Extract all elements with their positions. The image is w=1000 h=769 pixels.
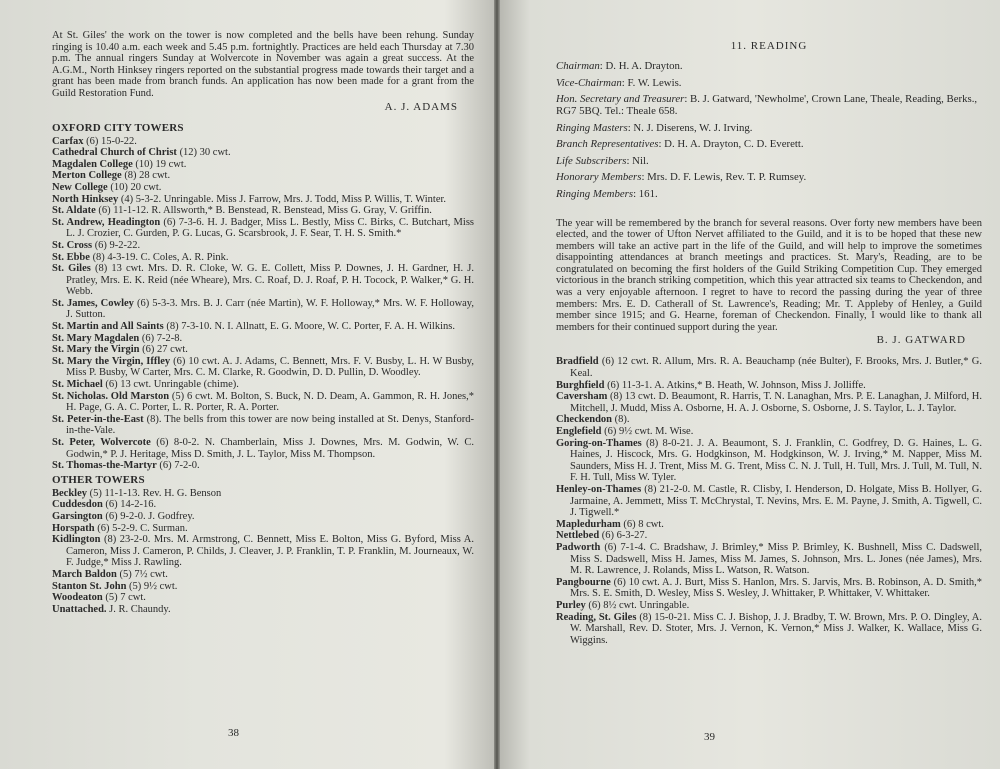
tower-details: (6) 11-1-12. R. Allsworth,* B. Benstead, R. Benstead, Miss G. Gray, V. Griffin. bbox=[95, 205, 432, 217]
tower-entry bbox=[52, 534, 474, 569]
tower-entry bbox=[52, 344, 474, 356]
branch-section-title: 11. READING bbox=[730, 40, 808, 52]
officer-line bbox=[556, 122, 982, 134]
tower-details: (10) 20 cwt. bbox=[107, 181, 162, 193]
tower-name: St. Andrew, Headington bbox=[52, 216, 161, 228]
tower-name: Bradfield bbox=[556, 356, 599, 368]
tower-entry bbox=[52, 499, 474, 511]
officer-role: Hon. Secretary and Treasurer bbox=[556, 93, 685, 105]
tower-details: (6) 9-2-22. bbox=[92, 239, 141, 251]
tower-name: Cuddesdon bbox=[52, 499, 103, 511]
officer-value: : Mrs. D. F. Lewis, Rev. T. P. Rumsey. bbox=[641, 171, 807, 183]
tower-entry bbox=[556, 380, 982, 392]
tower-name: Beckley bbox=[52, 487, 87, 499]
tower-name: St. Thomas-the-Martyr bbox=[52, 460, 157, 472]
other-towers-list bbox=[52, 488, 474, 616]
tower-name: Kidlington bbox=[52, 534, 101, 546]
tower-details: (6) 27 cwt. bbox=[139, 344, 188, 356]
tower-entry bbox=[556, 519, 982, 531]
tower-details: (6) 15-0-22. bbox=[83, 135, 137, 147]
officer-line bbox=[556, 155, 982, 167]
tower-entry bbox=[52, 604, 474, 616]
left-page bbox=[0, 0, 494, 769]
tower-name: Checkendon bbox=[556, 414, 613, 426]
tower-details: (6) 10 cwt. A. J. Burt, Miss S. Hanlon, Mrs. S. Jarvis, Mrs. B. Robinson, A. D. Smith,* Mrs. S. E. Smith, D. Wesley, Miss S. Wesley, J. Whittaker, P. Whittaker, V. Whittaker. bbox=[570, 576, 982, 600]
tower-entry bbox=[556, 577, 982, 600]
tower-name: New College bbox=[52, 181, 108, 193]
tower-entry bbox=[52, 205, 474, 217]
tower-details: (8) 28 cwt. bbox=[121, 170, 171, 182]
tower-name: Stanton St. John bbox=[52, 580, 127, 592]
officer-value: : 161. bbox=[633, 187, 658, 200]
tower-entry bbox=[52, 511, 474, 523]
tower-name: Goring-on-Thames bbox=[556, 437, 642, 449]
tower-name: Mapledurham bbox=[556, 518, 621, 530]
tower-details: (6) 7-2-0. bbox=[156, 460, 200, 472]
tower-name: Burghfield bbox=[556, 379, 605, 391]
tower-entry bbox=[52, 298, 474, 321]
tower-name: Merton College bbox=[52, 170, 122, 182]
tower-entry bbox=[556, 484, 982, 519]
officer-role: Chairman bbox=[556, 60, 600, 72]
city-towers-list bbox=[52, 136, 474, 472]
tower-name: Cathedral Church of Christ bbox=[52, 147, 177, 159]
officer-line bbox=[556, 188, 982, 200]
tower-details: (8) 13 cwt. Mrs. D. R. Cloke, W. G. E. Collett, Miss P. Downes, J. H. Gardner, H. J. Pratley, Mrs. E. K. Reid (née Wheare), Mrs. C. Roaf, D. J. Roaf, P. H. Tocock, P. Walker,* G. H. Webb. bbox=[66, 263, 474, 298]
tower-entry bbox=[52, 414, 474, 437]
right-page-number: 39 bbox=[704, 731, 715, 743]
tower-name: St. Mary Magdalen bbox=[52, 332, 140, 344]
tower-name: Purley bbox=[556, 599, 586, 611]
tower-name: St. Mary the Virgin, Iffley bbox=[52, 355, 171, 367]
tower-details: (6) 10 cwt. A. J. Adams, C. Bennett, Mrs. F. V. Busby, L. H. W Busby, Miss P. Busby, W Carter, Mrs. C. M. Clarke, R. Goodwin, D. D. Pullin, D. Woodley. bbox=[66, 355, 474, 379]
tower-details: (10) 19 cwt. bbox=[132, 158, 187, 170]
tower-details: (5) 7½ cwt. bbox=[116, 568, 168, 580]
officer-line bbox=[556, 138, 982, 150]
tower-entry bbox=[52, 569, 474, 581]
tower-entry bbox=[556, 542, 982, 577]
tower-name: St. James, Cowley bbox=[52, 297, 134, 309]
tower-details: (6) 7-1-4. C. Bradshaw, J. Brimley,* Miss P. Brimley, K. Bushnell, Miss C. Dadswell, Miss S. Dadswell, Miss H. James, Miss M. James, S. Johnson, Mrs. L. Jones (née James), Mrs. M. R. Lawrence, J. Rolands, Miss L. Watson, R. Watson. bbox=[570, 541, 982, 577]
tower-name: Henley-on-Thames bbox=[556, 483, 642, 495]
tower-details: (6) 8-0-2. N. Chamberlain, Miss J. Downes, Mrs. M. Godwin, W. C. Godwin,* P. J. Heritage, Miss D. Smith, J. L. Taylor, Miss M. Thompson. bbox=[66, 437, 474, 460]
officer-role: Ringing Members bbox=[556, 187, 634, 200]
tower-entry bbox=[52, 391, 474, 414]
tower-name: St. Aldate bbox=[52, 205, 96, 217]
officer-value: : F. W. Lewis. bbox=[621, 76, 682, 89]
tower-name: St. Peter, Wolvercote bbox=[52, 437, 151, 448]
left-page-number: 38 bbox=[228, 727, 239, 739]
tower-details: (6) 7-2-8. bbox=[139, 332, 183, 344]
tower-details: (6) 9½ cwt. M. Wise. bbox=[601, 426, 694, 437]
tower-details: (5) 7 cwt. bbox=[102, 592, 146, 604]
tower-details: (4) 5-3-2. Unringable. Miss J. Farrow, Mrs. J. Todd, Miss P. Willis, T. Winter. bbox=[118, 193, 447, 205]
officer-value: : D. H. A. Drayton. bbox=[599, 60, 683, 72]
tower-name: March Baldon bbox=[52, 568, 117, 580]
officer-role: Life Subscribers bbox=[556, 154, 627, 167]
tower-name: Caversham bbox=[556, 391, 608, 403]
tower-entry bbox=[52, 523, 474, 535]
right-signature: B. J. GATWARD bbox=[876, 334, 966, 347]
tower-name: St. Nicholas. Old Marston bbox=[52, 390, 170, 402]
tower-details: (8) 23-2-0. Mrs. M. Armstrong, C. Bennett, Miss E. Bolton, Miss G. Byford, Miss A. Cameron, Miss J. Cameron, P. Childs, J. Cleaver, J. P. Franklin, T. P. Franklin, M. Journeaux, W. F. Judge,* Miss J. Rawling. bbox=[66, 534, 474, 569]
tower-name: St. Peter-in-the-East bbox=[52, 413, 144, 425]
tower-details: (6) 5-2-9. C. Surman. bbox=[94, 522, 188, 534]
tower-details: (8) 13 cwt. D. Beaumont, R. Harris, T. N. Lanaghan, Mrs. P. E. Lanaghan, J. Milford, H. Mitchell, J. Mudd, Miss A. Osborne, H. A. J. Osborne, S. Osborne, J. S. Taylor, L. J. Taylor. bbox=[570, 391, 982, 414]
tower-details: (12) 30 cwt. bbox=[176, 147, 231, 159]
tower-name: Garsington bbox=[52, 510, 103, 522]
tower-name: St. Michael bbox=[52, 379, 103, 391]
tower-name: Magdalen College bbox=[52, 158, 133, 170]
tower-entry bbox=[52, 379, 474, 391]
tower-details: (5) 6 cwt. M. Bolton, S. Buck, N. D. Deam, A. Gammon, R. H. Jones,* H. Page, G. A. C. Porter, L. R. Porter, R. A. Porter. bbox=[66, 390, 474, 414]
tower-entry bbox=[556, 414, 982, 426]
tower-details: (6) 6-3-27. bbox=[599, 530, 648, 542]
tower-entry bbox=[52, 437, 474, 460]
tower-name: Englefield bbox=[556, 426, 602, 437]
tower-entry bbox=[556, 426, 982, 438]
officer-value: : B. J. Gatward, 'Newholme', Crown Lane, Theale, Reading, Berks., RG7 5BQ. Tel.: Theale 658. bbox=[556, 93, 978, 117]
tower-name: Woodeaton bbox=[52, 592, 103, 604]
officer-line bbox=[556, 77, 982, 89]
tower-entry bbox=[52, 356, 474, 379]
officer-role: Branch Representatives bbox=[556, 138, 659, 150]
tower-details: (6) 8½ cwt. Unringable. bbox=[585, 599, 690, 611]
officer-line bbox=[556, 60, 982, 72]
officer-role: Honorary Members bbox=[556, 171, 642, 183]
branch-report-paragraph: The year will be remembered by the branch for several reasons. Over forty new members have been elected, and the tower of Ufton Nervet affiliated to the Guild, and it is to be hoped that these new members will take an active part in the life of the Guild, and will help to improve the sometimes disappointing attendances at branch meetings and practices. St. Mary's, Reading, are to be congratulated on becoming the first holders of the Guild Striking Competition Cup. They emerged victorious in the branch striking competition, which this year attracted six teams to Checkendon, and was a very enjoyable afternoon. I regret to have to record the passing during the year of three members: Mrs. E. D. Catherall of St. Lawrence's, Reading; Mr. T. Appleby of Henley, a Guild member since 1915; and G. Hearne, foreman of Checkendon. Finally, I would like to thank all members for their continued support during the year. bbox=[556, 217, 982, 333]
officer-value: : Nil. bbox=[626, 154, 649, 167]
officer-value: : D. H. A. Drayton, C. D. Everett. bbox=[658, 138, 804, 150]
left-signature: A. J. ADAMS bbox=[384, 100, 458, 113]
other-towers-heading: OTHER TOWERS bbox=[52, 473, 145, 486]
tower-entry bbox=[52, 333, 474, 345]
tower-name: Carfax bbox=[52, 135, 84, 147]
tower-name: St. Ebbe bbox=[52, 251, 90, 263]
tower-entry bbox=[52, 147, 474, 159]
tower-name: Reading, St. Giles bbox=[556, 611, 637, 623]
officer-role: Ringing Masters bbox=[556, 121, 628, 134]
tower-entry bbox=[52, 240, 474, 252]
tower-details: J. R. Chaundy. bbox=[106, 603, 171, 615]
officer-role: Vice-Chairman bbox=[556, 76, 622, 89]
tower-entry bbox=[52, 194, 474, 206]
tower-details: (8) 21-2-0. M. Castle, R. Clisby, I. Henderson, D. Holgate, Miss B. Hollyer, G. Jarmaine, A. Jemmett, Miss T. McChrystal, T. Nevins, Mrs. E. M. Payne, J. Smith, A. Tigwell, C. J. Tigwell.* bbox=[570, 483, 982, 519]
tower-entry bbox=[556, 612, 982, 647]
tower-entry bbox=[52, 159, 474, 171]
tower-name: North Hinksey bbox=[52, 193, 119, 205]
tower-entry bbox=[52, 136, 474, 148]
tower-entry bbox=[52, 488, 474, 500]
tower-entry bbox=[556, 530, 982, 542]
tower-entry bbox=[52, 460, 474, 472]
branch-officers bbox=[556, 60, 982, 200]
tower-entry bbox=[52, 217, 474, 240]
tower-name: Nettlebed bbox=[556, 530, 600, 542]
tower-details: (8) 8-0-21. J. A. Beaumont, S. J. Franklin, C. Godfrey, D. G. Haines, L. G. Haines, J. Hiscock, Mrs. G. Hodgkinson, M. Hodgkinson, W. J. Irving,* M. Napper, Miss M. Saunders, Miss H. J. Trent, Miss M. G. Trent, Miss C. N. J. Tull, H. Tull, Mrs. J. Tull, M. Tull, N. F. H. Tull, Miss W. Tyler. bbox=[570, 437, 982, 484]
tower-details: (6) 12 cwt. R. Allum, Mrs. R. A. Beauchamp (née Bulter), F. Brooks, Mrs. J. Butler,* G. Keal. bbox=[570, 356, 982, 380]
tower-details: (6) 5-3-3. Mrs. B. J. Carr (née Martin), W. F. Holloway,* Mrs. W. F. Holloway, J. Sutton. bbox=[66, 297, 475, 321]
city-towers-heading: OXFORD CITY TOWERS bbox=[52, 121, 184, 134]
tower-entry bbox=[556, 600, 982, 612]
tower-details: (6) 9-2-0. J. Godfrey. bbox=[102, 510, 195, 522]
tower-name: Padworth bbox=[556, 541, 601, 553]
tower-details: (8). The bells from this tower are now being installed at St. Denys, Stanford-in-the-Vale. bbox=[66, 413, 474, 437]
tower-details: (6) 8 cwt. bbox=[620, 518, 664, 530]
tower-details: (6) 7-3-6. H. J. Badger, Miss L. Bestly, Miss C. Birks, C. Butchart, Miss L. J. Crozier, C. Gurden, P. G. Lucas, G. Scarsbrook, J. F. Sear, T. H. S. Smith.* bbox=[66, 216, 474, 240]
tower-name: Unattached. bbox=[52, 603, 107, 615]
tower-entry bbox=[556, 356, 982, 379]
tower-details: (8) 7-3-10. N. I. Allnatt, E. G. Moore, W. C. Porter, F. A. H. Wilkins. bbox=[163, 321, 455, 333]
tower-entry bbox=[52, 252, 474, 264]
officer-line bbox=[556, 171, 982, 183]
tower-entry bbox=[52, 321, 474, 333]
tower-details: (6) 13 cwt. Unringable (chime). bbox=[102, 379, 239, 391]
tower-details: (5) 9½ cwt. bbox=[126, 580, 178, 592]
right-page bbox=[500, 0, 1000, 769]
tower-details: (8) 4-3-19. C. Coles, A. R. Pink. bbox=[89, 251, 229, 263]
tower-details: (8). bbox=[612, 414, 630, 426]
tower-details: (8) 15-0-21. Miss C. J. Bishop, J. J. Bradby, T. W. Brown, Mrs. P. O. Dingley, A. W. Marshall, Rev. D. Stoter, Mrs. J. Vernon, K. Vernon,* Miss J. Walker, K. Wallace, Miss G. Wiggins. bbox=[570, 611, 982, 646]
officer-line bbox=[556, 93, 982, 117]
tower-entry bbox=[52, 592, 474, 604]
tower-name: St. Mary the Virgin bbox=[52, 344, 140, 356]
tower-entry bbox=[52, 182, 474, 194]
tower-name: Pangbourne bbox=[556, 576, 611, 588]
tower-name: Horspath bbox=[52, 522, 95, 534]
tower-entry bbox=[556, 391, 982, 414]
tower-entry bbox=[52, 170, 474, 182]
tower-details: (6) 11-3-1. A. Atkins,* B. Heath, W. Johnson, Miss J. Jolliffe. bbox=[604, 379, 866, 391]
reading-towers-list bbox=[556, 356, 982, 646]
tower-name: St. Cross bbox=[52, 239, 93, 251]
tower-details: (6) 14-2-16. bbox=[102, 499, 157, 511]
tower-name: St. Martin and All Saints bbox=[52, 321, 164, 333]
left-intro-paragraph: At St. Giles' the work on the tower is now completed and the bells have been rehung. Sunday ringing is 10.40 a.m. each week and 5.45 p.m. fortnightly. Practices are held each Thursday at 7.30 p.m. The annual ringers Sunday at Wolvercote in November was again a great success. At the A.G.M., North Hinksey ringers reported on the substantial progress made towards their target and a grant has been made from branch funds. An application has now been made for a grant from the Guild Restoration Fund. bbox=[52, 30, 474, 99]
officer-value: : N. J. Diserens, W. J. Irving. bbox=[627, 121, 753, 134]
tower-entry bbox=[52, 263, 474, 298]
tower-entry bbox=[52, 581, 474, 593]
tower-entry bbox=[556, 438, 982, 484]
tower-details: (5) 11-1-13. Rev. H. G. Benson bbox=[87, 487, 222, 499]
tower-name: St. Giles bbox=[52, 263, 91, 275]
